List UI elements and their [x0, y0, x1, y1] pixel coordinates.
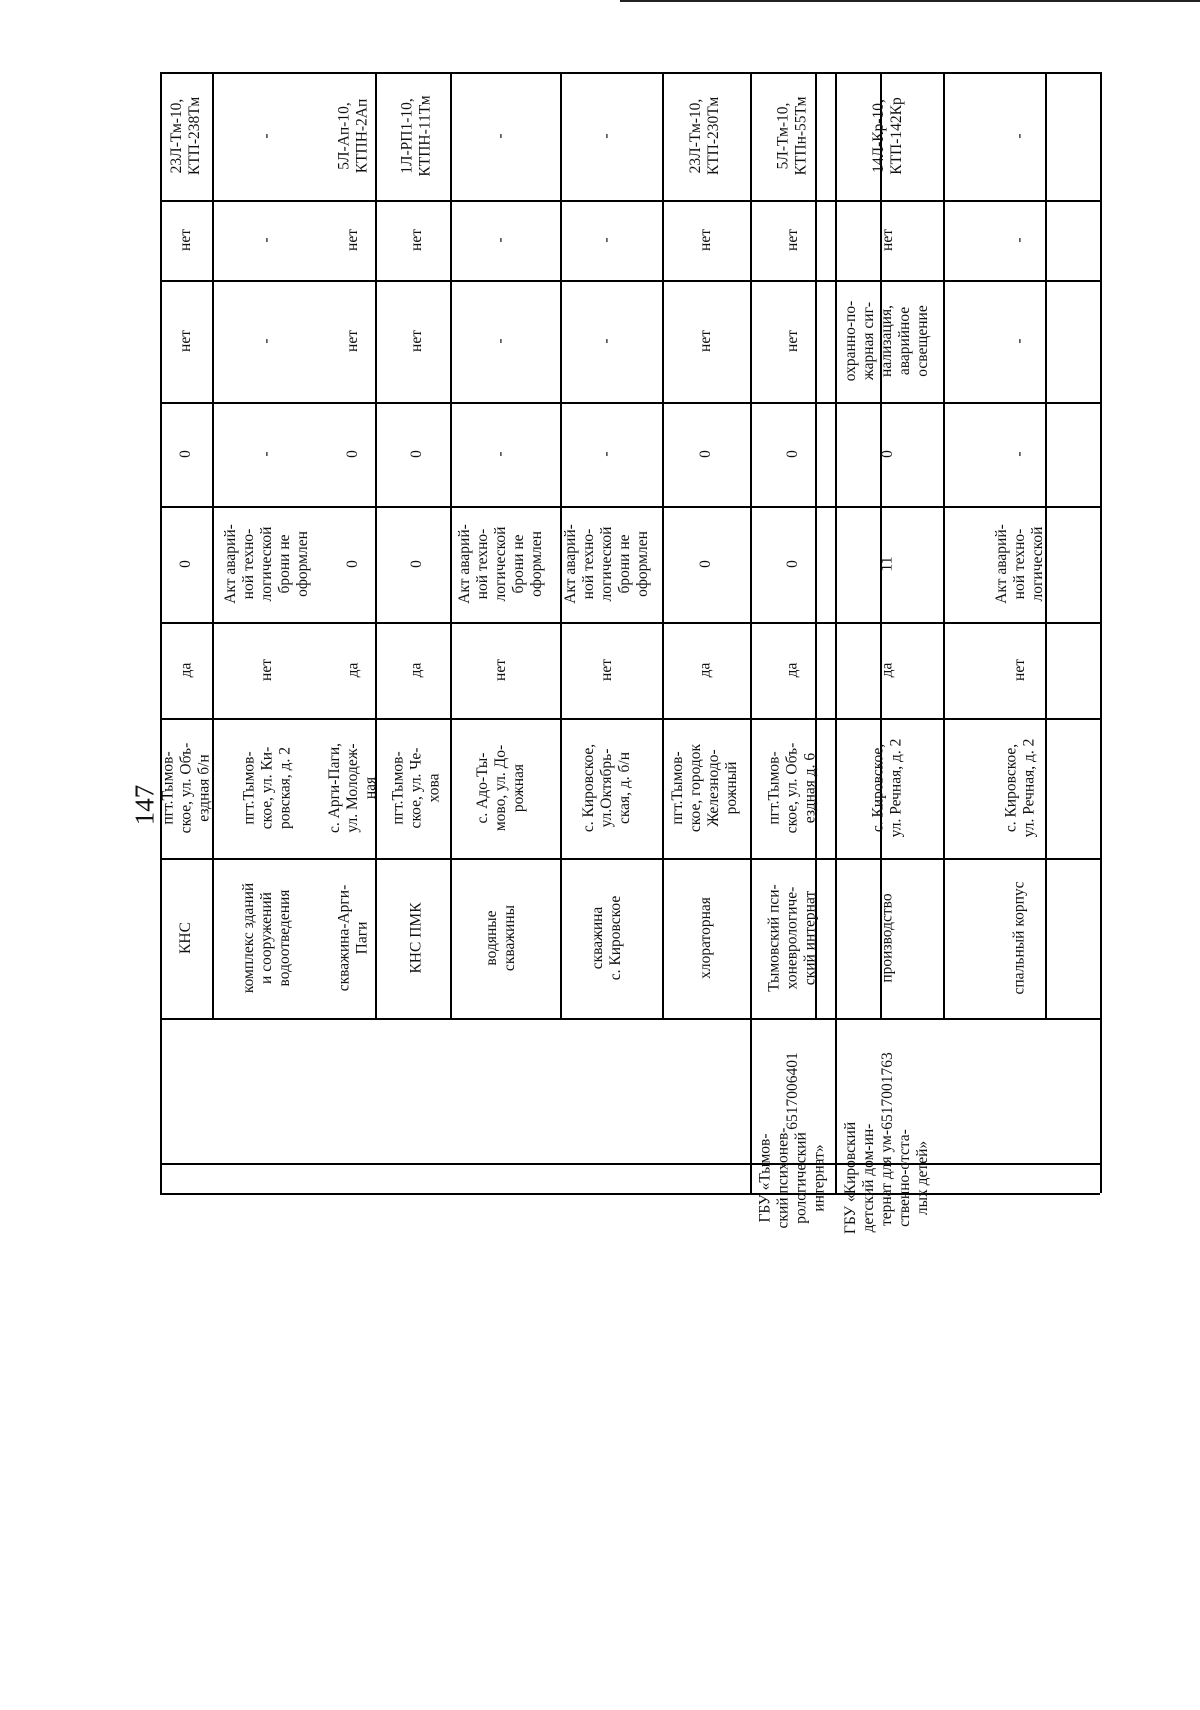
cell-text: 0	[783, 450, 801, 458]
cell-text: 6517001763	[878, 1051, 896, 1130]
cell-text: -	[1010, 338, 1028, 344]
cell-text: Акт аварий- ной техно- логической брони не оформлен	[561, 524, 651, 604]
cell-text: КНС ПМК	[407, 902, 425, 974]
cell-name	[750, 1127, 835, 1229]
cell-object	[160, 858, 212, 1018]
cell-c8	[384, 402, 449, 506]
cell-text: 0	[407, 560, 425, 568]
cell-text: да	[177, 662, 194, 678]
cell-object	[322, 858, 384, 1018]
cell-text: производство	[878, 893, 896, 983]
cell-text: охранно-по- жарная сиг- нализация, аварийное освещение	[842, 300, 932, 382]
cell-c9	[160, 280, 212, 402]
cell-act	[160, 506, 212, 622]
cell-text: КНС	[177, 922, 194, 954]
cell-text: нет	[878, 229, 896, 251]
cell-text: скважина-Арги- Паги	[335, 884, 371, 992]
cell-text: -	[1010, 133, 1028, 139]
cell-act	[449, 506, 553, 622]
cell-text: 0	[783, 560, 801, 568]
cell-text: нет	[597, 659, 615, 681]
cell-text: нет	[176, 330, 194, 352]
cell-text: нет	[696, 330, 714, 352]
cell-c9	[750, 280, 835, 402]
cell-text: с. Адо-Ты- мово, ул. До- рожная	[474, 744, 527, 832]
cell-c8	[160, 402, 212, 506]
cell-act	[384, 506, 449, 622]
cell-text: 0	[407, 450, 425, 458]
cell-text: -	[491, 451, 509, 457]
cell-address	[553, 718, 661, 858]
cell-text: -	[257, 133, 275, 139]
cell-feeder	[835, 72, 940, 200]
cell-object	[212, 858, 322, 1018]
cell-text: 0	[177, 560, 194, 568]
cell-act	[322, 506, 384, 622]
cell-address	[661, 718, 750, 858]
table-row-divider	[1100, 72, 1102, 1193]
cell-address	[322, 718, 384, 858]
cell-text: с. Кировское, ул. Речная, д. 2	[1001, 738, 1037, 838]
cell-c10	[449, 200, 553, 280]
cell-text: 23Л-Тм-10, КТП-238Тм	[168, 96, 203, 176]
cell-address	[384, 718, 449, 858]
cell-feeder	[322, 72, 384, 200]
cell-object	[940, 858, 1100, 1018]
cell-text: с. Кировское, ул. Речная, д. 2	[869, 738, 905, 838]
cell-c9	[661, 280, 750, 402]
cell-text: скважина с. Кировское	[589, 895, 624, 981]
cell-feeder	[750, 72, 835, 200]
cell-text: пгт.Тымов- ское, ул. Объ- ездная д. 6	[765, 742, 819, 834]
cell-c10	[835, 200, 940, 280]
cell-c8	[212, 402, 322, 506]
cell-c10	[322, 200, 384, 280]
cell-text: -	[257, 338, 275, 344]
cell-text: хлораторная	[696, 897, 714, 979]
cell-act	[750, 506, 835, 622]
cell-c8	[940, 402, 1100, 506]
cell-object	[661, 858, 750, 1018]
cell-text: нет	[176, 229, 194, 251]
cell-address	[449, 718, 553, 858]
cell-text: с. Арги-Паги, ул. Молодеж- ная	[326, 743, 379, 833]
cell-text: -	[491, 133, 509, 139]
cell-text: да	[344, 662, 361, 678]
cell-address	[750, 718, 835, 858]
cell-text: Акт аварий- ной техно- логической брони не оформлен	[221, 524, 311, 604]
cell-text: -	[597, 133, 615, 139]
cell-text: нет	[407, 330, 425, 352]
cell-feeder	[160, 72, 212, 200]
cell-object	[750, 858, 835, 1018]
cell-text: 23Л-Тм-10, КТП-230Тм	[687, 96, 723, 176]
cell-text: 0	[344, 560, 361, 568]
cell-c10	[212, 200, 322, 280]
cell-text: пгт.Тымов- ское, ул. Ки- ровская, д. 2	[239, 746, 293, 830]
cell-address	[160, 718, 212, 858]
cell-connected	[449, 622, 553, 718]
cell-text: пгт.Тымов- ское, ул. Че- хова	[389, 747, 443, 829]
cell-object	[384, 858, 449, 1018]
cell-text: нет	[783, 229, 801, 251]
cell-c9	[384, 280, 449, 402]
cell-text: -	[257, 237, 275, 243]
cell-text: нет	[783, 330, 801, 352]
cell-address	[212, 718, 322, 858]
cell-c8	[553, 402, 661, 506]
cell-connected	[384, 622, 449, 718]
cell-text: пгт.Тымов- ское, городок Железнодо- рожный	[669, 743, 741, 833]
cell-c8	[449, 402, 553, 506]
cell-c10	[750, 200, 835, 280]
cell-text: нет	[491, 659, 509, 681]
cell-text: 5Л-Ап-10, КТПН-2Ап	[335, 98, 370, 174]
cell-text: 0	[696, 560, 714, 568]
cell-text: 6517006401	[783, 1051, 801, 1130]
cell-act	[661, 506, 750, 622]
cell-text: 11	[878, 556, 896, 572]
cell-text: пгт.Тымов- ское, ул. Объ- ездная б/н	[159, 742, 212, 834]
cell-text: да	[696, 662, 714, 678]
cell-feeder	[449, 72, 553, 200]
cell-text: нет	[1010, 659, 1028, 681]
cell-text: -	[1010, 237, 1028, 243]
table-column-divider	[160, 1193, 1100, 1195]
cell-text: -	[597, 451, 615, 457]
cell-text: -	[597, 237, 615, 243]
cell-c9	[553, 280, 661, 402]
cell-object	[835, 858, 940, 1018]
table-column-divider	[160, 1018, 1100, 1020]
cell-connected	[835, 622, 940, 718]
cell-c10	[384, 200, 449, 280]
table-column-divider	[160, 1163, 1100, 1165]
cell-text: 0	[344, 450, 361, 458]
cell-address	[835, 718, 940, 858]
cell-name	[835, 1121, 940, 1235]
cell-text: -	[491, 237, 509, 243]
cell-connected	[750, 622, 835, 718]
cell-text: нет	[696, 229, 714, 251]
cell-text: 0	[878, 450, 896, 458]
cell-text: Акт аварий- ной техно- логической брони не оформлен	[455, 524, 545, 604]
cell-address	[940, 718, 1100, 858]
cell-text: ГБУ «Тымов- ский психонев- рологический интернат»	[756, 1127, 828, 1229]
cell-c9	[449, 280, 553, 402]
cell-text: 0	[177, 450, 194, 458]
cell-text: 1Л-РП1-10, КТПН-11Тм	[398, 95, 434, 177]
cell-c8	[750, 402, 835, 506]
cell-c10	[553, 200, 661, 280]
cell-text: Тымовский пси- хоневрологиче- ский интернат	[765, 884, 819, 992]
cell-text: нет	[343, 330, 361, 352]
cell-connected	[940, 622, 1100, 718]
cell-c9	[940, 280, 1100, 402]
cell-object	[449, 858, 553, 1018]
cell-feeder	[553, 72, 661, 200]
cell-connected	[553, 622, 661, 718]
cell-act	[835, 506, 940, 622]
cell-text: нет	[407, 229, 425, 251]
cell-c10	[661, 200, 750, 280]
cell-text: Акт аварий- ной техно- логической	[992, 524, 1046, 604]
cell-text: -	[257, 451, 275, 457]
cell-act	[553, 506, 661, 622]
cell-c8	[661, 402, 750, 506]
cell-text: -	[491, 338, 509, 344]
cell-text: нет	[343, 229, 361, 251]
page-number: 147	[129, 784, 159, 826]
cell-text: да	[783, 662, 801, 678]
cell-c8	[835, 402, 940, 506]
cell-feeder	[384, 72, 449, 200]
cell-connected	[212, 622, 322, 718]
cell-text: да	[407, 662, 425, 678]
cell-feeder	[212, 72, 322, 200]
cell-object	[553, 858, 661, 1018]
cell-text: да	[878, 662, 896, 678]
cell-c10	[940, 200, 1100, 280]
cell-feeder	[940, 72, 1100, 200]
cell-text: -	[1010, 451, 1028, 457]
cell-c9	[212, 280, 322, 402]
cell-act	[212, 506, 322, 622]
cell-connected	[322, 622, 384, 718]
cell-text: 5Л-Тм-10, КТПн-55Тм	[774, 96, 810, 176]
cell-text: с. Кировское, ул.Октябрь- ская, д. б/н	[580, 743, 633, 833]
cell-c8	[322, 402, 384, 506]
cell-text: ГБУ «Кировский детский дом-ин- тернат для ум- ственно-отста- лых детей»	[842, 1121, 932, 1235]
cell-text: нет	[257, 659, 275, 681]
cell-text: 0	[696, 450, 714, 458]
cell-c9	[835, 280, 940, 402]
cell-text: -	[597, 338, 615, 344]
cell-text: водяные скважины	[483, 904, 518, 972]
cell-text: спальный корпус	[1010, 881, 1028, 995]
cell-c9	[322, 280, 384, 402]
cell-text: 14Л-Кр-10, КТП-142Кр	[869, 97, 905, 175]
cell-connected	[661, 622, 750, 718]
cell-feeder	[661, 72, 750, 200]
cell-act	[940, 506, 1100, 622]
cell-connected	[160, 622, 212, 718]
cell-text: комплекс зданий и сооружений водоотведения	[240, 882, 293, 994]
cell-c10	[160, 200, 212, 280]
